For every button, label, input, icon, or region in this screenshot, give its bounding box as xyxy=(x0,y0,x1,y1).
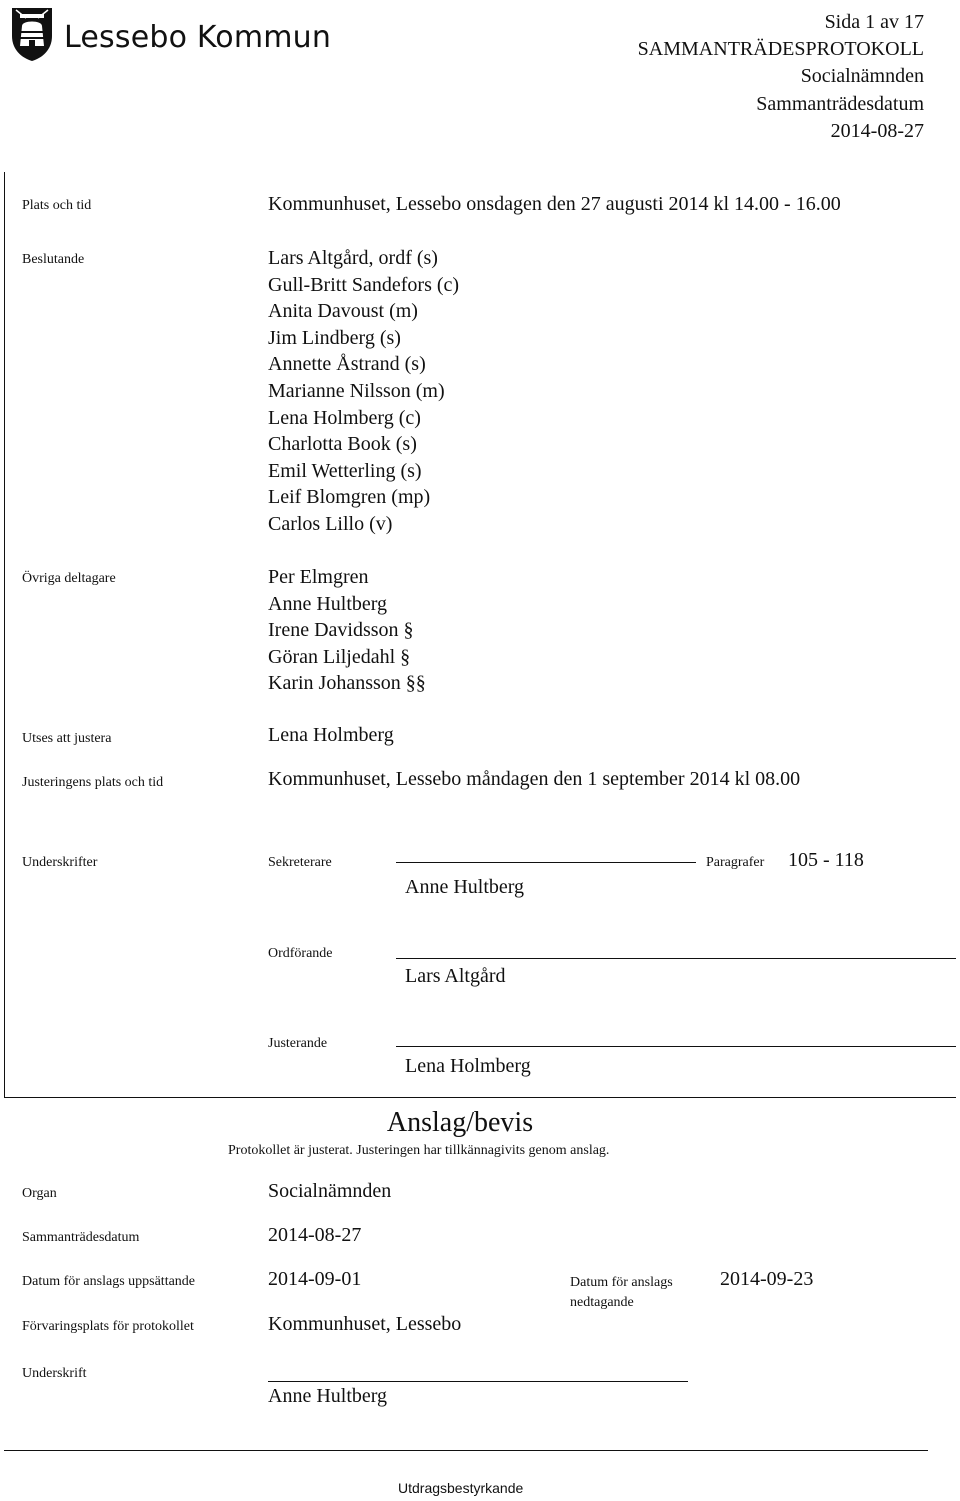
meeting-date-label: Sammanträdesdatum xyxy=(756,93,924,115)
footer-rule xyxy=(4,1450,928,1451)
section-divider xyxy=(4,1097,956,1098)
paragraphs-value: 105 - 118 xyxy=(788,849,864,871)
notice-signature-name: Anne Hultberg xyxy=(268,1385,388,1407)
list-item: Lars Altgård, ordf (s) xyxy=(268,247,438,269)
org-name: Lessebo Kommun xyxy=(64,20,332,55)
list-item: Charlotta Book (s) xyxy=(268,433,417,456)
list-item: Irene Davidsson § xyxy=(268,619,414,642)
organ-label: Organ xyxy=(22,1186,57,1201)
list-item: Lena Holmberg (c) xyxy=(268,406,421,429)
list-item: Anita Davoust (m) xyxy=(268,300,418,323)
posting-date-value: 2014-09-01 xyxy=(268,1268,362,1290)
storage-label: Förvaringsplats för protokollet xyxy=(22,1319,194,1334)
notice-title: Anslag/bevis xyxy=(386,1107,534,1138)
place-label: Plats och tid xyxy=(22,198,92,213)
list-item: Jim Lindberg (s) xyxy=(268,326,401,349)
municipality-logo xyxy=(8,6,368,64)
notice-meeting-date-label: Sammanträdesdatum xyxy=(22,1230,140,1245)
removal-date-value: 2014-09-23 xyxy=(720,1268,814,1290)
list-item: Per Elmgren xyxy=(268,566,369,588)
adjust-place-label: Justeringens plats och tid xyxy=(22,775,164,790)
list-item: Göran Liljedahl § xyxy=(268,645,411,668)
removal-date-label-2: nedtagande xyxy=(570,1295,634,1310)
secretary-signature-line xyxy=(396,862,696,863)
signatures-label: Underskrifter xyxy=(22,855,98,870)
certification-label: Utdragsbestyrkande xyxy=(398,1480,524,1496)
list-item: Marianne Nilsson (m) xyxy=(268,379,445,402)
sig-adjuster-label: Justerande xyxy=(268,1036,328,1051)
adjust-place-value: Kommunhuset, Lessebo måndagen den 1 september 2014 kl 08.00 xyxy=(268,768,801,790)
board-name: Socialnämnden xyxy=(800,65,924,87)
chair-label: Ordförande xyxy=(268,946,333,961)
organ-value: Socialnämnden xyxy=(268,1180,392,1202)
others-list xyxy=(268,564,426,697)
notice-signature-line xyxy=(268,1381,688,1382)
page-number: Sida 1 av 17 xyxy=(824,11,924,33)
meeting-date: 2014-08-27 xyxy=(830,120,924,142)
beehive-crest-icon xyxy=(8,6,56,62)
place-value: Kommunhuset, Lessebo onsdagen den 27 augusti 2014 kl 14.00 - 16.00 xyxy=(268,193,841,215)
secretary-label: Sekreterare xyxy=(268,855,332,870)
adjuster-value: Lena Holmberg xyxy=(268,724,394,746)
list-item: Carlos Lillo (v) xyxy=(268,512,393,535)
list-item: Leif Blomgren (mp) xyxy=(268,486,431,509)
adjuster-signature-line xyxy=(396,1046,956,1047)
notice-signature-label: Underskrift xyxy=(22,1366,87,1381)
secretary-name: Anne Hultberg xyxy=(405,876,525,898)
paragraphs-label: Paragrafer xyxy=(706,855,765,870)
adjuster-label: Utses att justera xyxy=(22,731,112,746)
list-item: Annette Åstrand (s) xyxy=(268,353,426,376)
sig-adjuster-name: Lena Holmberg xyxy=(405,1055,531,1077)
chair-name: Lars Altgård xyxy=(405,965,506,987)
list-item: Karin Johansson §§ xyxy=(268,672,426,695)
storage-value: Kommunhuset, Lessebo xyxy=(268,1313,462,1335)
posting-date-label: Datum för anslags uppsättande xyxy=(22,1274,196,1289)
list-item: Gull-Britt Sandefors (c) xyxy=(268,273,460,296)
chair-signature-line xyxy=(396,958,956,959)
removal-date-label-1: Datum för anslags xyxy=(570,1275,673,1290)
deciding-list xyxy=(268,245,459,538)
notice-subtitle: Protokollet är justerat. Justeringen har tillkännagivits genom anslag. xyxy=(228,1143,610,1158)
left-margin-rule xyxy=(4,172,5,1097)
list-item: Anne Hultberg xyxy=(268,592,388,615)
others-label: Övriga deltagare xyxy=(22,571,116,586)
document-type: SAMMANTRÄDESPROTOKOLL xyxy=(637,38,924,60)
notice-meeting-date-value: 2014-08-27 xyxy=(268,1224,362,1246)
deciding-label: Beslutande xyxy=(22,252,85,267)
list-item: Emil Wetterling (s) xyxy=(268,459,422,482)
